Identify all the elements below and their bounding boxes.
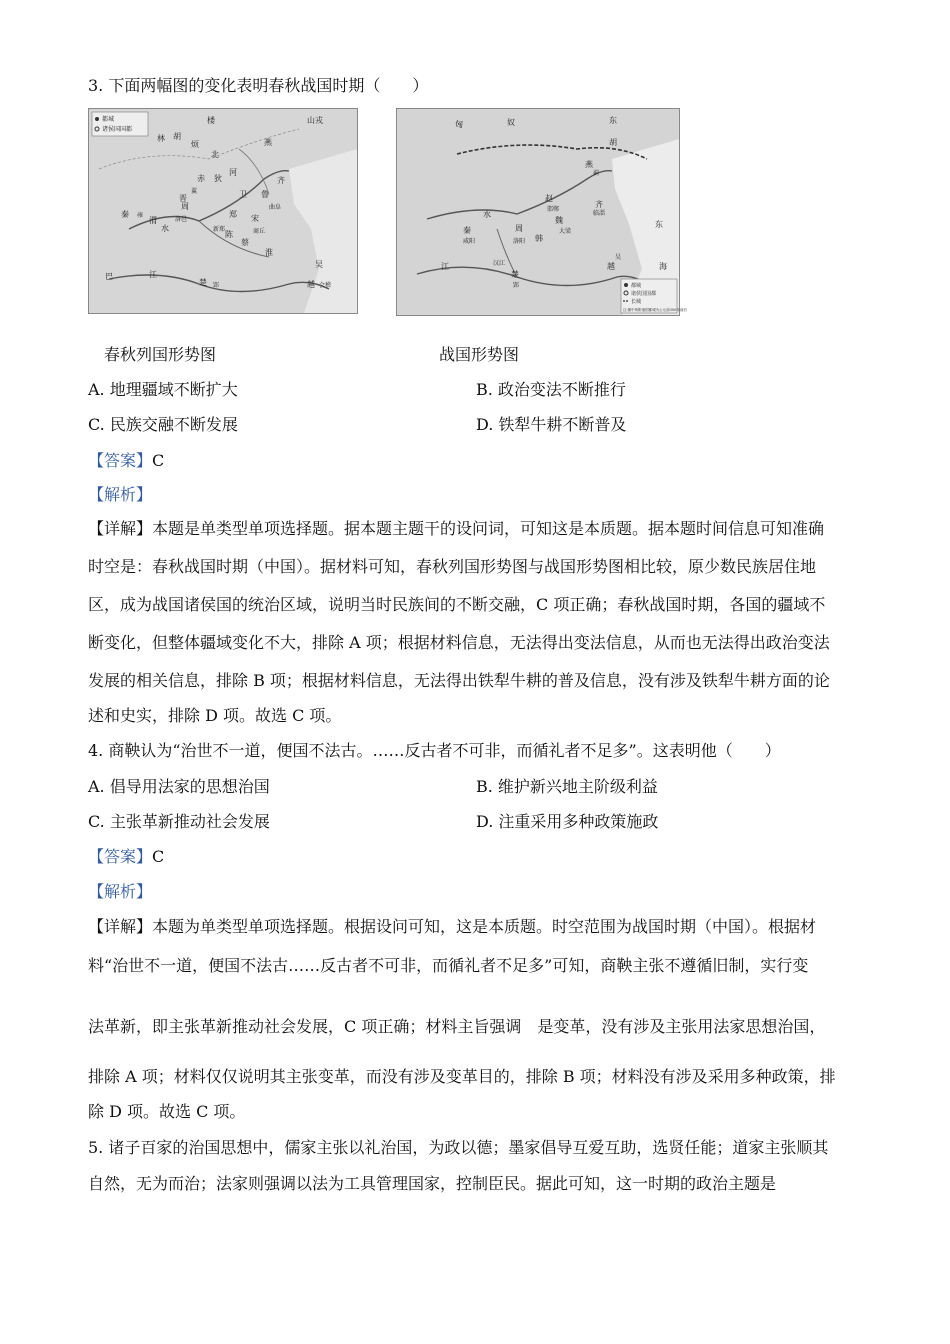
map1-label: 雍 (137, 212, 144, 219)
map1-label: 周 (181, 202, 189, 211)
q3-stem: 3. 下面两幅图的变化表明春秋战国时期（ ） (88, 76, 429, 95)
map2-label: 东 (655, 220, 663, 229)
map-chunqiu (88, 108, 358, 314)
map2-label: 魏 (555, 216, 563, 225)
q4-detail-line: 料“治世不一道，便国不法古……反古者不可非，而循礼者不足多”可知，商鞅主张不遵循旧制，实行变 (88, 956, 809, 975)
map2-label: 燕 (585, 160, 593, 169)
map2-label: 越 (607, 262, 615, 271)
map2-label: 胡 (609, 138, 617, 147)
q4-detail-line: 除 D 项。故选 C 项。 (88, 1102, 246, 1121)
map1-label: 河 (229, 168, 237, 177)
map2-label: 大梁 (559, 228, 572, 235)
map1-label: 蔡 (241, 238, 249, 247)
map1-label: 烦 (191, 140, 199, 149)
q4-stem: 4. 商鞅认为“治世不一道，便国不法古。……反古者不可非，而循礼者不足多”。这表明他（ ） (88, 741, 781, 760)
q4-option-a: A. 倡导用法家的思想治国 (88, 777, 270, 796)
q3-detail-line: 述和史实，排除 D 项。故选 C 项。 (88, 706, 342, 725)
map1-label: 宋 (251, 214, 259, 223)
q4-detail-line: 【详解】本题为单类型单项选择题。根据设问可知，这是本质题。时空范围为战国时期（中国）。根据材 (88, 917, 817, 936)
q3-option-a: A. 地理疆域不断扩大 (88, 380, 238, 399)
map2-label: 周 (515, 224, 523, 233)
q3-detail-line: 【详解】本题是单类型单项选择题。据本题主题干的设问词，可知这是本质题。据本题时间信息可知准确 (88, 519, 825, 538)
answer-label: 【答案】 (88, 847, 153, 866)
map2-label: 韩 (535, 234, 543, 243)
q4-detail-line: 排除 A 项；材料仅仅说明其主张变革，而没有涉及变革目的，排除 B 项；材料没有涉及采用多种政策，排 (88, 1067, 836, 1086)
map1-label: 淮 (265, 248, 273, 257)
map1-label: 鲁 (261, 190, 269, 199)
map2-caption: 战国形势图 (439, 345, 520, 364)
map2-label: 邯郸 (547, 206, 560, 213)
map1-label: 卫 (239, 190, 247, 199)
map1-label: 狄 (214, 174, 222, 183)
map2-label: 汉江 (493, 260, 506, 267)
map1-label: 翼 (191, 188, 198, 195)
q3-analysis-label: 【解析】 (88, 485, 153, 504)
map2-label: 楚 (511, 270, 519, 279)
map1-label: 秦 (121, 210, 129, 219)
map1-label: 楚 (199, 278, 207, 287)
map1-label: 商丘 (253, 228, 266, 235)
map1-label: 郑 (229, 210, 237, 219)
answer-value: C (152, 847, 165, 866)
map1-label: 洛邑 (175, 216, 188, 223)
q3-detail-line: 断变化，但整体疆域变化不大，排除 A 项；根据材料信息，无法得出变法信息，从而也无法得出政治变法 (88, 633, 830, 652)
q3-answer (88, 450, 164, 472)
map1-label: 新郑 (213, 226, 226, 233)
q3-option-b: B. 政治变法不断推行 (476, 380, 626, 399)
q4-option-b: B. 维护新兴地主阶级利益 (476, 777, 658, 796)
answer-label: 【答案】 (88, 451, 153, 470)
map-zhanguo (396, 108, 687, 316)
q4-analysis-label: 【解析】 (88, 882, 153, 901)
map2-label: 海 (659, 262, 667, 271)
map2-label: 奴 (507, 118, 515, 127)
map2-label: 秦 (463, 226, 471, 235)
map2-label: 蓟 (593, 170, 600, 177)
map1-label: 吴 (315, 260, 323, 269)
map1-label: 江 (149, 270, 157, 279)
map1-label: 山戎 (307, 116, 323, 125)
map2-label: 郢 (513, 282, 520, 289)
map2-label: 匈 (455, 120, 463, 129)
map1-label: 陈 (225, 230, 233, 239)
map1-label: 曲阜 (269, 204, 282, 211)
map1-label: 燕 (264, 138, 272, 147)
map1-label: 郢 (213, 282, 220, 289)
map1-label: 楼 (207, 116, 215, 125)
map1-legend-0: 都城 (102, 116, 115, 123)
map2-label: 赵 (545, 194, 553, 203)
map1-label: 赤 (197, 174, 205, 183)
q3-detail-line: 区，成为战国诸侯国的统治区域，说明当时民族间的不断交融，C 项正确；春秋战国时期，各国的疆域不 (88, 595, 826, 614)
q4-answer (88, 846, 164, 868)
q3-detail-line: 时空是：春秋战国时期（中国）。据材料可知，春秋列国形势图与战国形势图相比较，原少数民族居住地 (88, 557, 817, 576)
map2-label: 临淄 (593, 210, 606, 217)
map2-label: 洛阳 (513, 238, 526, 245)
map1-label: 水 (161, 224, 169, 233)
map2-label: 江 (441, 262, 449, 271)
map1-label: 北 (211, 150, 219, 159)
map1-caption: 春秋列国形势图 (104, 345, 217, 364)
map2-label: 水 (483, 210, 491, 219)
q5-stem-line: 5. 诸子百家的治国思想中，儒家主张以礼治国，为政以德；墨家倡导互爱互助，选贤任能；道家主张顺其 (88, 1138, 829, 1157)
q5-stem-line: 自然，无为而治；法家则强调以法为工具管理国家，控制臣民。据此可知，这一时期的政治主题是 (88, 1174, 777, 1193)
map1-label: 齐 (277, 176, 285, 185)
map2-legend-3: 注:图中所附诸国都城为公元前350年前后 (623, 308, 687, 312)
map1-label: 晋 (179, 194, 187, 203)
map2-label: 东 (609, 116, 617, 125)
map2-label: 齐 (595, 200, 603, 209)
map1-label: 会稽 (319, 282, 332, 289)
q4-option-d: D. 注重采用多种政策施政 (476, 812, 659, 831)
map1-label: 林 (157, 134, 165, 143)
q3-option-c: C. 民族交融不断发展 (88, 415, 238, 434)
map1-label: 胡 (173, 132, 181, 141)
q4-option-c: C. 主张革新推动社会发展 (88, 812, 270, 831)
map1-label: 越 (307, 280, 315, 289)
map1-legend-1: 诸侯国国都 (102, 126, 133, 133)
map2-legend-1: 诸侯国国都 (631, 291, 657, 297)
q4-detail-line: 法革新，即主张革新推动社会发展，C 项正确；材料主旨强调 是变革，没有涉及主张用法家思想治国， (88, 1017, 826, 1036)
q3-detail-line: 发展的相关信息，排除 B 项；根据材料信息，无法得出铁犁牛耕的普及信息，没有涉及铁犁牛耕方面的论 (88, 671, 830, 690)
map2-legend-2: 长城 (631, 299, 642, 305)
map1-label: 渭 (149, 216, 157, 225)
map2-label: 咸阳 (463, 238, 476, 245)
answer-value: C (152, 451, 165, 470)
map1-label: 巴 (105, 272, 113, 281)
q3-option-d: D. 铁犁牛耕不断普及 (476, 415, 627, 434)
map2-legend-0: 都城 (631, 283, 642, 289)
map2-label: 吴 (615, 254, 622, 261)
